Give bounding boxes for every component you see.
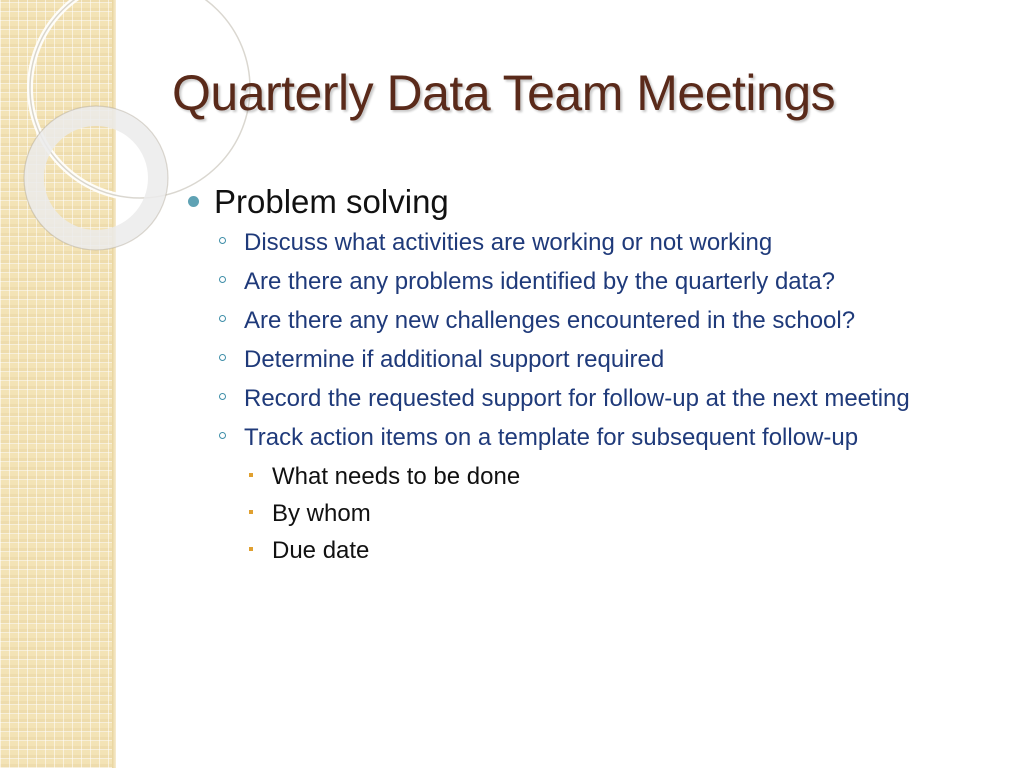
bullet-item [186,180,976,224]
sub-bullet-item [186,423,976,453]
sub-bullet-item [186,345,976,375]
open-circle-icon [219,354,226,361]
bullet-text: Problem solving [214,183,449,220]
sub-bullet-item [186,228,976,258]
sub-bullet-item [186,267,976,297]
sub-bullet-text: Track action items on a template for subsequent follow-up [244,424,859,451]
open-circle-icon [219,237,226,244]
open-circle-icon [219,276,226,283]
small-square-icon [249,473,253,477]
open-circle-icon [219,393,226,400]
slide-title: Quarterly Data Team Meetings [172,65,836,121]
sub-bullet-item [186,306,976,336]
open-circle-icon [219,315,226,322]
small-ring [34,116,158,240]
sub-sub-bullet-text: By whom [272,500,371,527]
sub-bullet-item [186,384,976,414]
sub-bullet-text: Determine if additional support required [244,346,665,373]
filled-dot-icon [188,196,199,207]
sub-bullet-text: Record the requested support for follow-up at the next meeting [244,385,910,412]
open-circle-icon [219,432,226,439]
sub-sub-bullet-item [186,536,976,566]
sub-sub-bullet-item [186,462,976,492]
sub-sub-bullet-item [186,499,976,529]
small-square-icon [249,510,253,514]
bullet-list [186,180,976,573]
sub-bullet-text: Discuss what activities are working or not working [244,229,773,256]
sub-bullet-text: Are there any new challenges encountered in the school? [244,307,856,334]
sub-sub-bullet-text: Due date [272,537,370,564]
sub-bullet-text: Are there any problems identified by the quarterly data? [244,268,836,295]
sub-sub-bullet-text: What needs to be done [272,463,521,490]
small-square-icon [249,547,253,551]
